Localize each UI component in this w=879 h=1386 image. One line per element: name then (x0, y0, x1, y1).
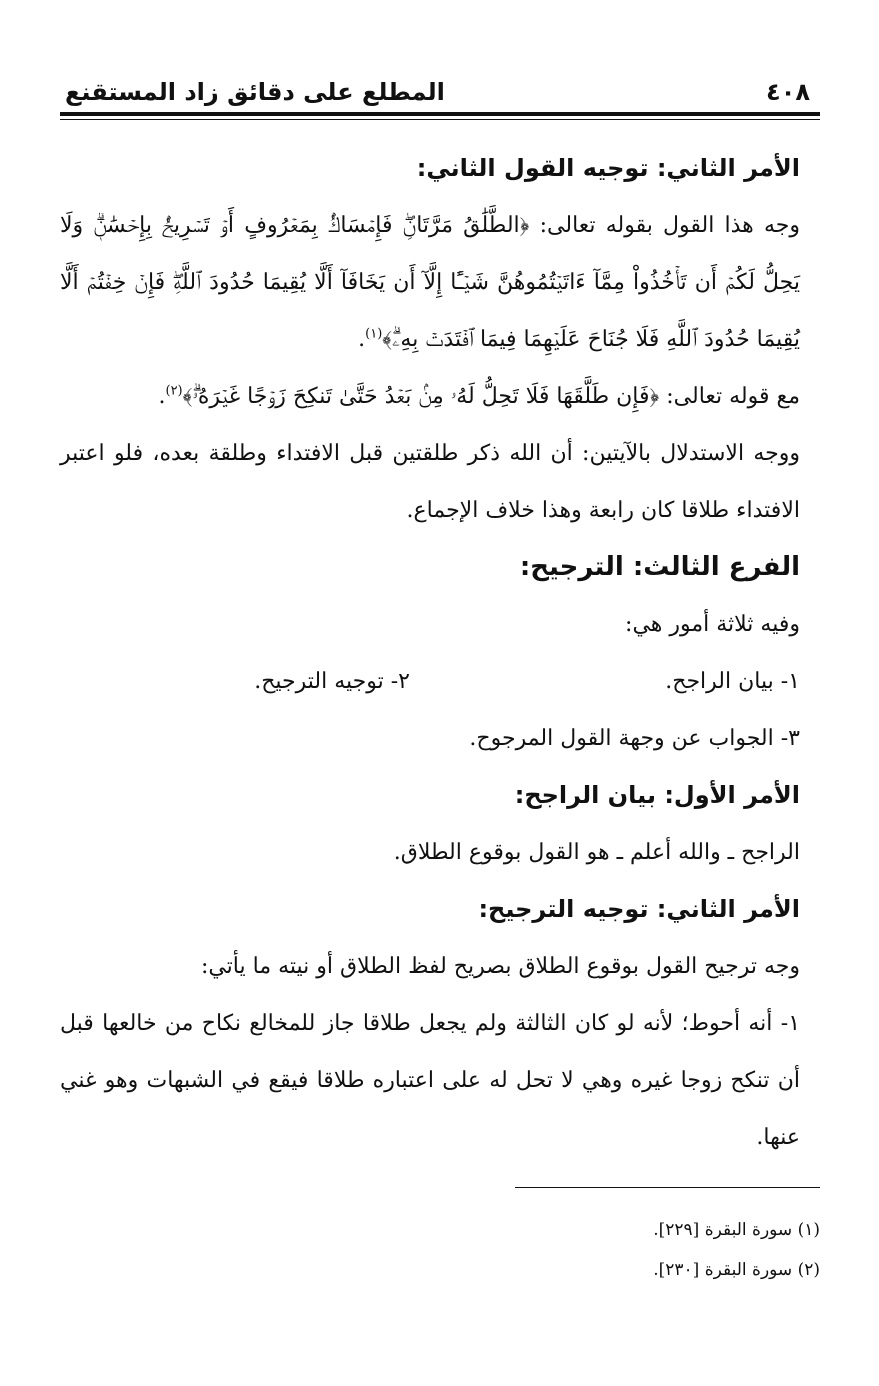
footnote-ref-1: (١) (365, 326, 383, 342)
main-text (60, 140, 820, 1166)
header-rule-thick (60, 112, 820, 116)
paragraph-reasons: وجه ترجيح القول بوقوع الطلاق بصريح لفظ الطلاق أو نيته ما يأتي: (200, 954, 800, 979)
quran-verse: ﴿فَإِن طَلَّقَهَا فَلَا تَحِلُّ لَهُۥ مِنۢ بَعۡدُ حَتَّىٰ تَنكِحَ زَوۡجًا غَيۡرَهُۥۗ﴾ (182, 384, 660, 409)
header-rule-thin (60, 119, 820, 120)
footnote-2: (٢) سورة البقرة [٢٣٠]. (653, 1260, 820, 1280)
footnote-1: (١) سورة البقرة [٢٢٩]. (653, 1220, 820, 1240)
page-number: ٤٠٨ (766, 78, 810, 106)
list-row (60, 653, 800, 710)
paragraph-second-verse (60, 368, 800, 425)
book-title: المطلع على دقائق زاد المستقنع (65, 78, 445, 106)
paragraph-first-verse (60, 197, 800, 368)
paragraph-three-matters: وفيه ثلاثة أمور هي: (625, 612, 800, 637)
heading-second-matter-2: الأمر الثاني: توجيه الترجيح: (478, 895, 800, 923)
footnote-ref-2: (٢) (165, 383, 183, 399)
period: . (158, 384, 166, 409)
list-item-1: ١- بيان الراجح. (665, 669, 800, 694)
heading-third-branch: الفرع الثالث: الترجيح: (519, 552, 800, 582)
paragraph-reason-1: ١- أنه أحوط؛ لأنه لو كان الثالثة ولم يجعل طلاقا جاز للمخالع نكاح من خالعها قبل أن تنكح زوجا غيره وهي لا تحل له على اعتباره طلاقا فيقع في الشبهات وهو غني عنها. (60, 1011, 801, 1150)
list-item-3: ٣- الجواب عن وجهة القول المرجوح. (469, 726, 800, 751)
book-page (60, 70, 820, 1320)
paragraph-preferred: الراجح ـ والله أعلم ـ هو القول بوقوع الطلاق. (393, 840, 800, 865)
paragraph-lead: مع قوله تعالى: (659, 384, 800, 409)
paragraph-inference: ووجه الاستدلال بالآيتين: أن الله ذكر طلقتين قبل الافتداء وطلقة بعده، فلو اعتبر الافتداء طلاقا كان رابعة وهذا خلاف الإجماع. (60, 441, 800, 523)
running-header (60, 70, 820, 112)
footnote-separator (515, 1187, 820, 1188)
paragraph-lead: وجه هذا القول بقوله تعالى: (529, 213, 800, 238)
quran-verse: ﴿الطَّلَٰقُ مَرَّتَانِۖ فَإِمۡسَاكُۢ بِمَعۡرُوفٍ أَوۡ تَسۡرِيحُۢ بِإِحۡسَٰنٖۗ وَلَا يَحِلُّ لَكُمۡ أَن تَأۡخُذُواْ مِمَّآ ءَاتَيۡتُمُوهُنَّ شَيۡـًٔا إِلَّآ أَن يَخَافَآ أَلَّا يُقِيمَا حُدُودَ ٱللَّهِۖ فَإِنۡ خِفۡتُمۡ أَلَّا يُقِيمَا حُدُودَ ٱللَّهِ فَلَا جُنَاحَ عَلَيۡهِمَا فِيمَا ٱفۡتَدَتۡ بِهِۦۗ﴾ (60, 213, 800, 352)
footnotes (60, 1210, 820, 1290)
period: . (358, 327, 366, 352)
list-item-2: ٢- توجيه الترجيح. (254, 669, 410, 694)
heading-second-matter: الأمر الثاني: توجيه القول الثاني: (416, 154, 800, 182)
heading-first-matter: الأمر الأول: بيان الراجح: (514, 781, 800, 809)
